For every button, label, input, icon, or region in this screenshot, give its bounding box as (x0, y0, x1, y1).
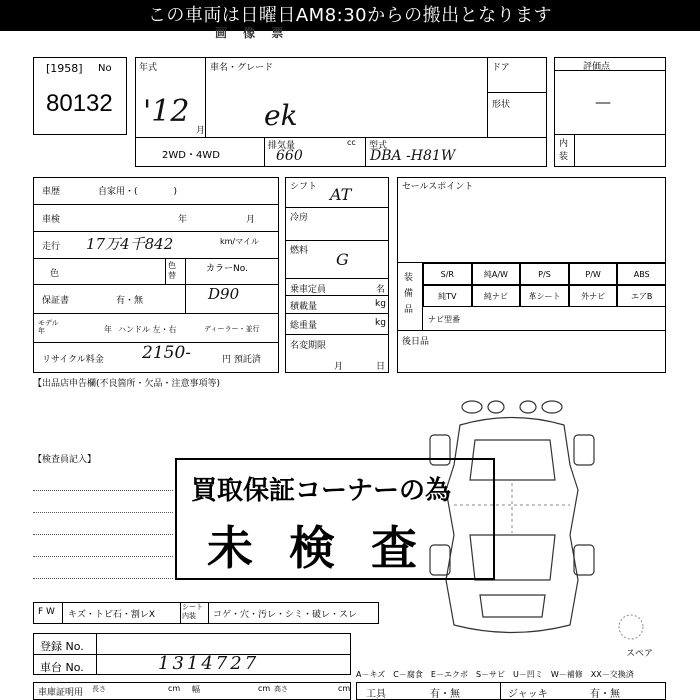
cert-length-unit: cm (168, 684, 181, 693)
nav-model-label: ナビ型番 (428, 315, 460, 324)
year-month-label: 月 (196, 126, 206, 136)
shift-value: AT (330, 185, 352, 204)
color-label: 色 (50, 269, 60, 279)
inspection-month: 月 (246, 215, 256, 225)
inspection-year: 年 (178, 215, 188, 225)
capacity-label: 乗車定員 (290, 285, 327, 295)
name-change-label: 名変期限 (290, 341, 327, 351)
gross-label: 総重量 (290, 321, 318, 331)
later-date-label: 後日品 (402, 337, 430, 347)
lot-box (33, 57, 127, 135)
displacement-unit: cc (347, 138, 356, 147)
gross-unit: kg (375, 318, 386, 328)
recycle-unit: 円 預託済 (222, 355, 261, 365)
car-name-value: ek (264, 99, 298, 132)
equipment-option: ABS (617, 263, 666, 285)
spare-tire-icon (616, 612, 646, 642)
eval-value: — (595, 92, 611, 111)
equipment-option: 純ナビ (472, 285, 521, 307)
recycle-value: 2150- (142, 343, 192, 363)
model-label: 型式 (369, 141, 388, 151)
fuel-value: G (336, 250, 349, 269)
evaluation-box (554, 57, 666, 167)
sales-point-label: セールスポイント (402, 182, 474, 192)
displacement-value: 660 (276, 148, 303, 164)
door-label: ドア (492, 63, 510, 73)
dealer-type: ディーラー・並行 (204, 325, 260, 333)
interior-label: 内装 (559, 139, 569, 162)
reg-no-label: 登録 No. (40, 640, 84, 653)
lot-no-label: No (98, 63, 112, 74)
cert-length: 長さ (92, 685, 106, 693)
ac-label: 冷房 (290, 213, 309, 223)
exhibitor-note-label: 【出品店申告欄(不良箇所・欠品・注意事項等) (33, 379, 221, 389)
seat-label: シート内装 (182, 603, 203, 620)
load-unit: kg (375, 299, 386, 309)
mileage-label: 走行 (42, 242, 61, 252)
mileage-value: 17万4千842 (86, 235, 174, 253)
sheet-title: 画 像 票 (215, 26, 290, 40)
model-year-year: 年 (104, 325, 112, 334)
warranty-value: 有・無 (116, 296, 144, 306)
warranty-label: 保証書 (42, 296, 70, 306)
year-value: '12 (143, 94, 190, 129)
equipment-label: 装備品 (404, 273, 414, 315)
inspection-label: 車検 (42, 215, 61, 225)
equipment-option: P/S (520, 263, 569, 285)
tools-label: 工具 (366, 689, 386, 700)
seat-value: コゲ・穴・汚レ・シミ・破レ・スレ (213, 610, 358, 620)
equipment-option: P/W (569, 263, 618, 285)
damage-legend: A－キズ C－腐食 E－エクボ S－サビ U－凹ミ W－補修 XX－交換済 (356, 670, 634, 679)
shape-label: 形状 (492, 100, 511, 110)
model-year-label: モデル年 (38, 319, 59, 335)
capacity-unit: 名 (376, 285, 386, 295)
cert-width-unit: cm (258, 684, 271, 693)
spare-label: スペア (626, 649, 654, 659)
stamp-line1: 買取保証コーナーの為 (191, 476, 452, 506)
handle-side: ハンドル 左・右 (118, 325, 177, 334)
purchase-guarantee-stamp (175, 458, 495, 580)
chassis-label: 車台 No. (40, 661, 84, 674)
inspector-label: 【検査員記入】 (33, 455, 97, 465)
load-label: 積載量 (290, 302, 318, 312)
lot-bracket: [1958] (46, 62, 83, 75)
fuel-label: 燃料 (290, 246, 309, 256)
color-code-value: D90 (208, 285, 240, 303)
equipment-option: 革シート (520, 285, 569, 307)
mileage-unit: km/マイル (220, 237, 259, 246)
model-value: DBA -H81W (370, 148, 456, 164)
jack-value: 有・無 (590, 689, 620, 700)
name-change-day: 日 (376, 362, 386, 372)
tools-value: 有・無 (430, 689, 460, 700)
cert-width: 幅 (192, 685, 200, 694)
pickup-notice-banner: この車両は日曜日AM8:30からの搬出となります (0, 0, 700, 31)
chassis-value: 1314727 (158, 653, 260, 674)
jack-label: ジャッキ (508, 689, 548, 700)
color-code-label: カラーNo. (206, 264, 248, 274)
history-value: 自家用・( ) (98, 187, 178, 197)
fw-value: キズ・トビ石・割レX (68, 610, 155, 620)
equipment-option: エアB (617, 285, 666, 307)
drive-type: 2WD・4WD (162, 150, 220, 161)
year-label: 年式 (139, 63, 158, 73)
equipment-option: 純A/W (472, 263, 521, 285)
car-name-label: 車名・グレード (210, 63, 274, 73)
recycle-label: リサイクル料金 (42, 355, 104, 365)
equipment-option: 純TV (423, 285, 472, 307)
equipment-option: S/R (423, 263, 472, 285)
name-change-month: 月 (334, 362, 344, 372)
eval-label: 評価点 (583, 62, 611, 72)
color-change-label: 色替 (168, 261, 176, 280)
equipment-option: 外ナビ (569, 285, 618, 307)
cert-height-unit: cm (338, 684, 351, 693)
stamp-line2: 未 検 査 (207, 521, 428, 575)
cert-height: 高さ (274, 685, 288, 693)
history-label: 車歴 (42, 187, 61, 197)
lot-number: 80132 (46, 90, 113, 117)
fw-label: F W (38, 607, 55, 617)
cert-label: 車庫証明用 (38, 688, 84, 698)
displacement-label: 排気量 (268, 141, 296, 151)
shift-label: シフト (290, 182, 318, 192)
